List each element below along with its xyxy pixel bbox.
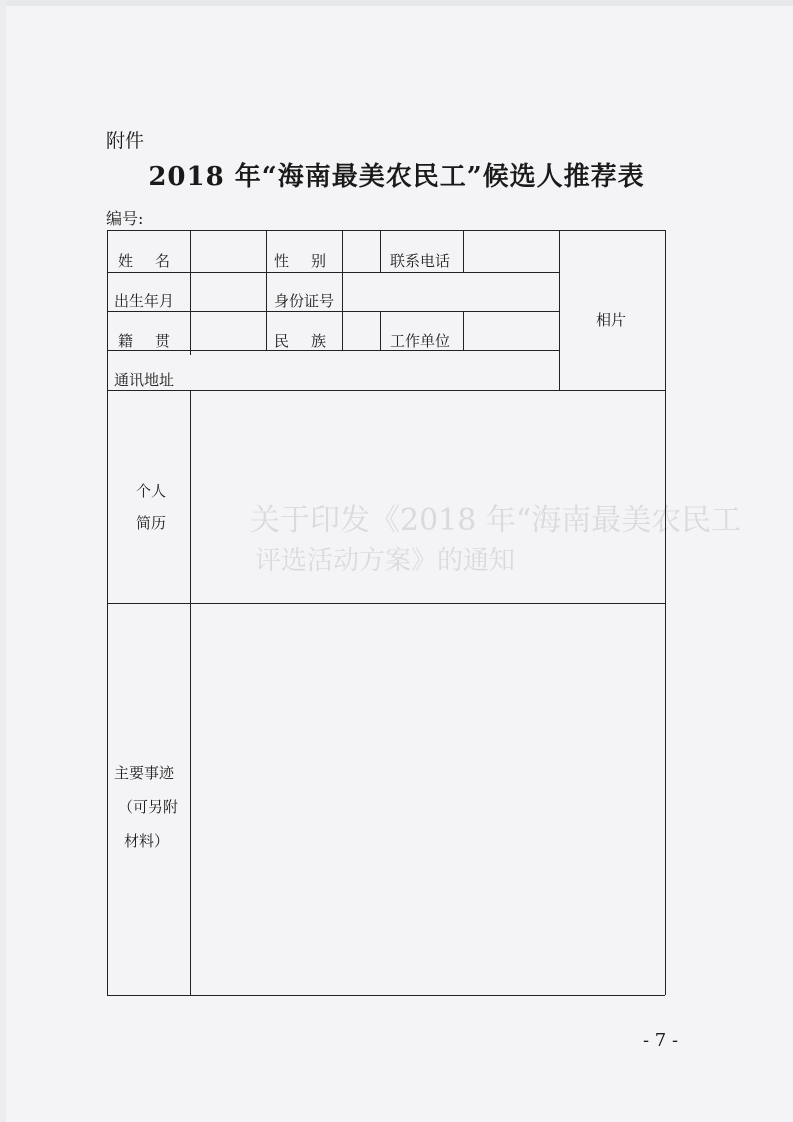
table-border [559, 230, 560, 390]
main-deeds-label: （可另附 [118, 798, 179, 816]
native-place-label: 籍贯 [118, 332, 193, 350]
employer-label: 工作单位 [390, 332, 451, 350]
table-border [665, 230, 666, 995]
number-label: 编号: [106, 209, 144, 228]
table-border [463, 311, 464, 350]
table-border [190, 390, 191, 995]
page-title: 2018 年“海南最美农民工”候选人推荐表 [148, 162, 645, 192]
phone-label: 联系电话 [390, 252, 451, 270]
main-deeds-label: 材料） [124, 832, 170, 850]
table-border [266, 230, 267, 350]
address-label: 通讯地址 [114, 371, 175, 389]
id-number-label: 身份证号 [274, 292, 335, 310]
table-border [107, 311, 559, 312]
gender-label: 性别 [274, 252, 349, 270]
main-deeds-label: 主要事迹 [114, 764, 175, 782]
attachment-label: 附件 [106, 130, 145, 152]
page-number: - 7 - [643, 1030, 679, 1051]
name-label: 姓名 [118, 252, 193, 270]
resume-label: 简历 [136, 514, 167, 532]
table-border [107, 272, 559, 273]
resume-label: 个人 [136, 482, 167, 500]
bleed-through-text: 关于印发《2018 年“海南最美农民工 [250, 503, 742, 538]
table-border [380, 230, 381, 272]
table-border [107, 230, 108, 995]
birth-label: 出生年月 [114, 292, 175, 310]
bleed-through-text: 评选活动方案》的通知 [255, 546, 516, 576]
table-border [380, 311, 381, 350]
photo-label: 相片 [596, 311, 627, 329]
table-border [107, 995, 665, 996]
ethnicity-label: 民族 [274, 332, 349, 350]
table-border [463, 230, 464, 272]
